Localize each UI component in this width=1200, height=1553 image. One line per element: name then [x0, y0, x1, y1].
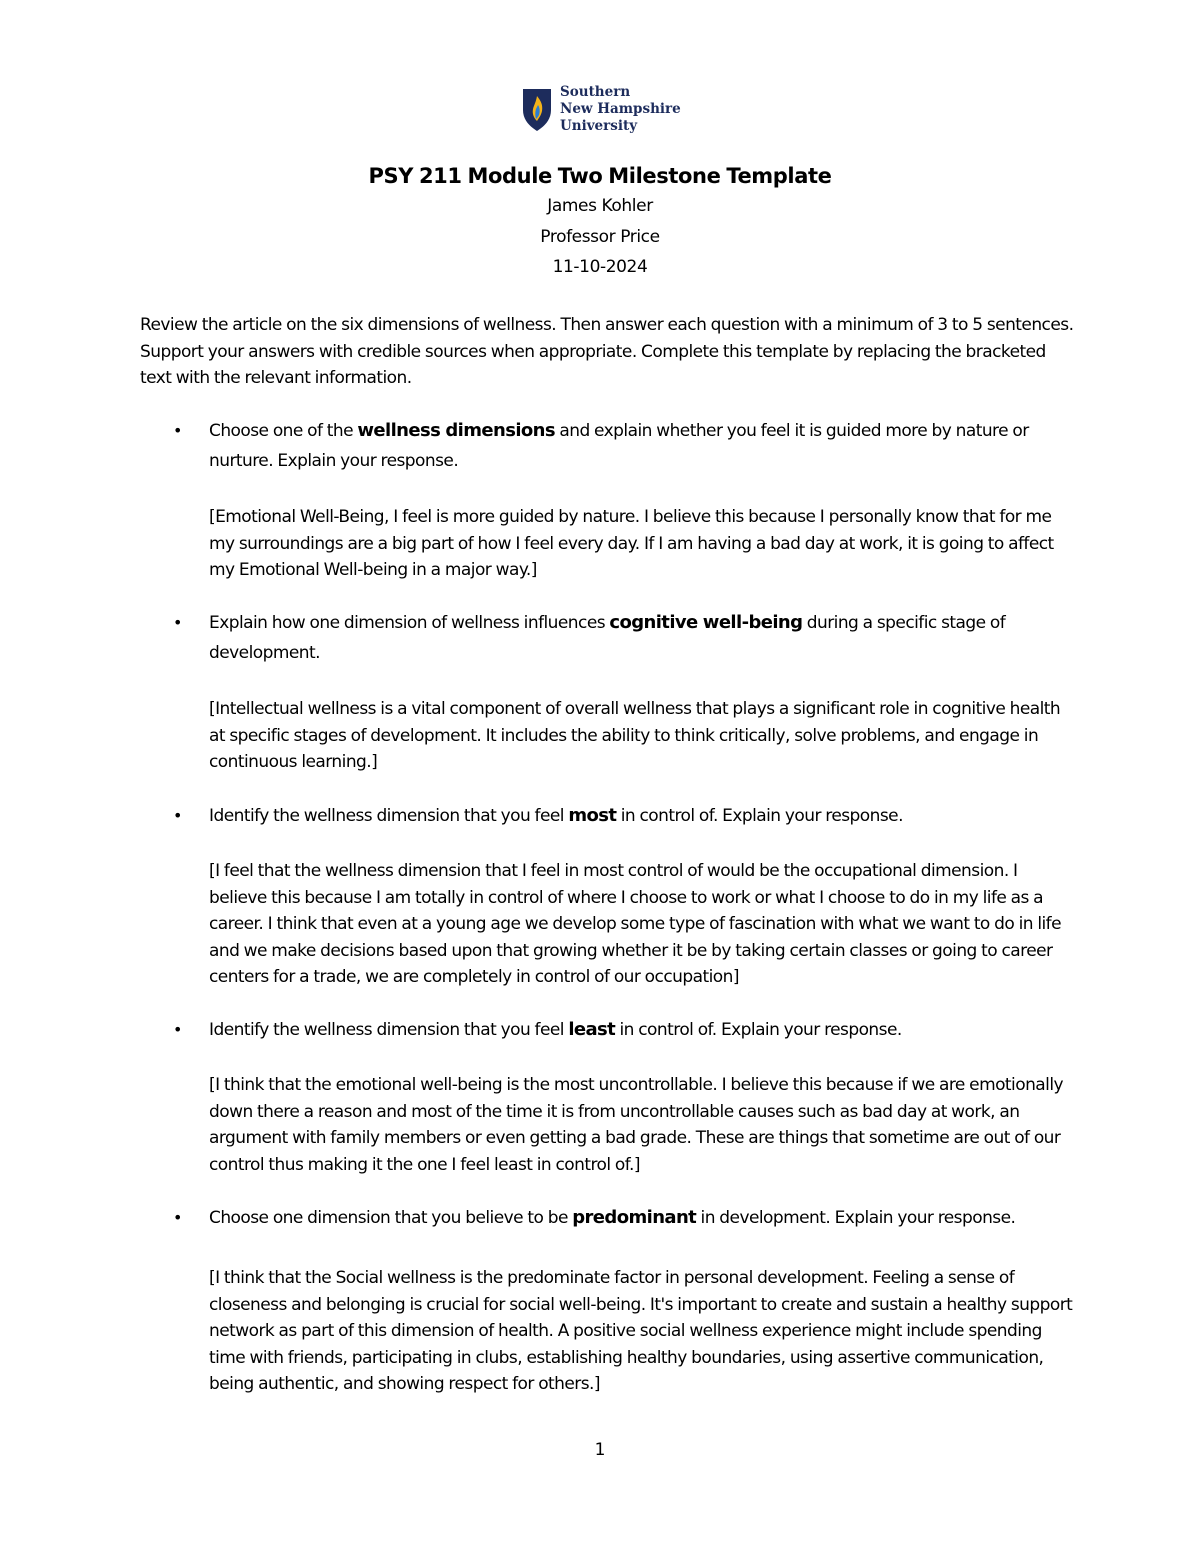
question-text: in control of. Explain your response.	[616, 806, 903, 826]
question-emphasis: cognitive well-being	[609, 612, 803, 633]
bullet-icon: •	[173, 1020, 182, 1039]
logo-line-1: Southern	[560, 84, 631, 100]
answer-1: [Emotional Well-Being, I feel is more guided by nature. I believe this because I personally know that for me my surroundings are a big part of how I feel every day. If I am having a bad day at work, it is going to affect my Emotional Well-being in a major way.]	[209, 507, 1054, 580]
logo-line-2: New Hampshire	[560, 101, 681, 117]
question-emphasis: wellness dimensions	[357, 420, 556, 441]
logo-wordmark	[560, 84, 681, 135]
question-5	[173, 1203, 1079, 1233]
instructions-paragraph: Review the article on the six dimensions of wellness. Then answer each question with a minimum of 3 to 5 sentences. Support your answers with credible sources when appropriate. Complete this template by replacing the bracketed text with the relevant information.	[140, 315, 1074, 388]
question-text: in development. Explain your response.	[696, 1208, 1016, 1228]
university-logo	[522, 84, 681, 135]
answer-3: [I feel that the wellness dimension that I feel in most control of would be the occupational dimension. I believe this because I am totally in control of where I choose to work or what I choose to do in my life as a career. I think that even at a young age we develop some type of fascination with what we want to do in life and we make decisions based upon that growing whether it be by taking certain classes or going to career centers for a trade, we are completely in control of our occupation]	[209, 861, 1062, 987]
bullet-icon: •	[173, 613, 182, 632]
shield-flame-icon	[522, 88, 552, 132]
question-emphasis: most	[568, 805, 617, 826]
question-text: Identify the wellness dimension that you feel	[209, 806, 569, 826]
question-4	[173, 1015, 1079, 1045]
question-text: Explain how one dimension of wellness influences	[209, 613, 610, 633]
author-name: James Kohler	[547, 196, 653, 216]
question-text: in control of. Explain your response.	[615, 1020, 902, 1040]
answer-5: [I think that the Social wellness is the predominate factor in personal development. Feeling a sense of closeness and belonging is crucial for social well-being. It's important to create and sustain a healthy support network as part of this dimension of health. A positive social wellness experience might include spending time with friends, participating in clubs, establishing healthy boundaries, using assertive communication, being authentic, and showing respect for others.]	[209, 1268, 1073, 1394]
professor-name: Professor Price	[540, 227, 660, 247]
answer-4: [I think that the emotional well-being is the most uncontrollable. I believe this because if we are emotionally down there a reason and most of the time it is from uncontrollable causes such as bad day at work, an argument with family members or even getting a bad grade. These are things that sometime are out of our control thus making it the one I feel least in control of.]	[209, 1075, 1064, 1175]
page-number: 1	[594, 1440, 606, 1460]
bullet-icon: •	[173, 806, 182, 825]
question-text: Choose one dimension that you believe to be	[209, 1208, 573, 1228]
bullet-icon: •	[173, 1208, 182, 1227]
question-emphasis: least	[568, 1019, 616, 1040]
question-emphasis: predominant	[572, 1207, 697, 1228]
question-text: Identify the wellness dimension that you feel	[209, 1020, 569, 1040]
question-text: Choose one of the	[209, 421, 358, 441]
document-title: PSY 211 Module Two Milestone Template	[368, 164, 832, 188]
question-text: and explain whether you feel it is guided more by nature or nurture. Explain your response.	[209, 421, 1029, 471]
question-text: during a specific stage of development.	[209, 613, 1006, 663]
bullet-icon: •	[173, 421, 182, 440]
question-2	[173, 608, 1079, 668]
logo-line-3: University	[560, 118, 638, 134]
document-date: 11-10-2024	[552, 257, 648, 277]
question-1	[173, 416, 1079, 476]
question-3	[173, 801, 1079, 831]
answer-2: [Intellectual wellness is a vital component of overall wellness that plays a significant role in cognitive health at specific stages of development. It includes the ability to think critically, solve problems, and engage in continuous learning.]	[209, 699, 1061, 772]
